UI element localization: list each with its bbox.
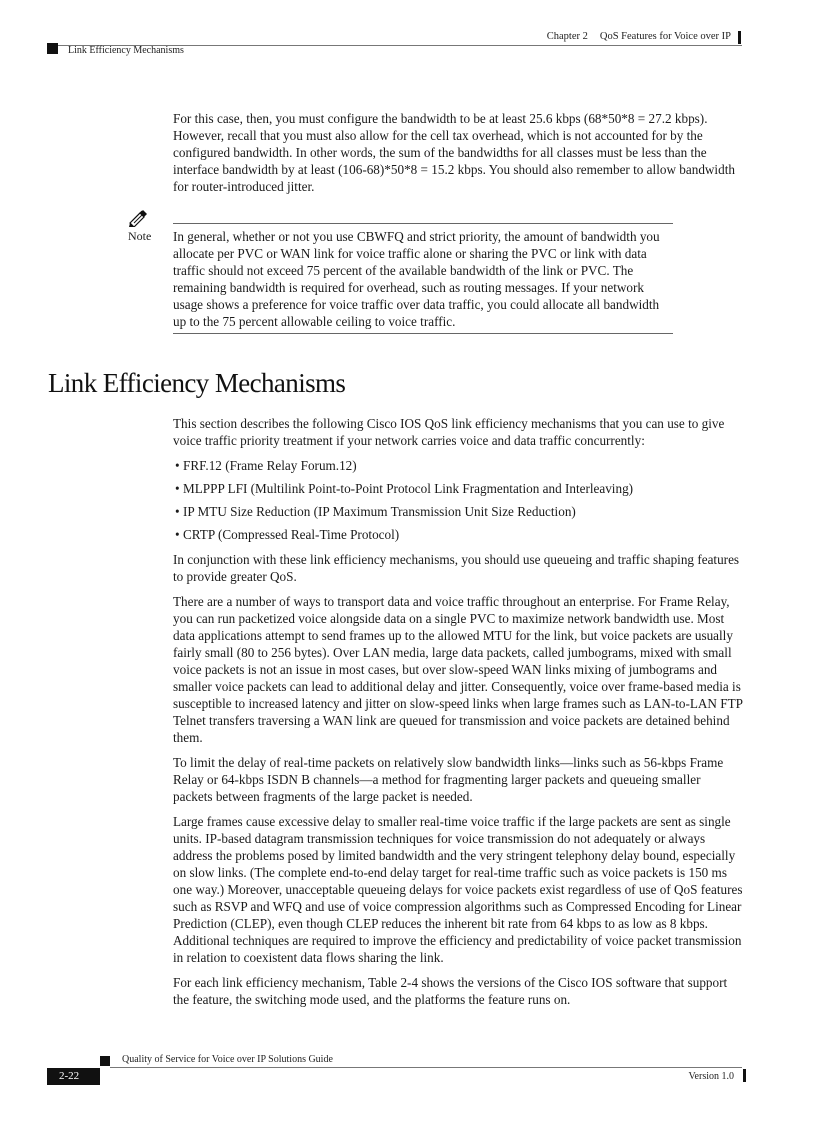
list-item: • FRF.12 (Frame Relay Forum.12) [173,457,743,474]
list-item: • CRTP (Compressed Real-Time Protocol) [173,526,743,543]
intro-paragraph-block [173,110,743,195]
list-item: • IP MTU Size Reduction (IP Maximum Transmission Unit Size Reduction) [173,503,743,520]
section-body [173,415,743,1016]
footer-version: Version 1.0 [688,1071,734,1082]
running-header-chapter [547,31,731,42]
running-header-section: Link Efficiency Mechanisms [68,45,184,56]
footer-rule [110,1067,742,1068]
note-text: In general, whether or not you use CBWFQ and strict priority, the amount of bandwidth you allocate per PVC or WAN link for voice traffic alone or sharing the PVC or link with data traffic should not exceed 75 percent of the available bandwidth of the link or PVC. The remaining bandwidth is required for overhead, such as routing messages. If your network usage shows a preference for voice traffic over data traffic, you could allocate all bandwidth up to the 75 percent allowable ceiling to voice traffic. [173,229,660,329]
footer-bar-decoration [743,1069,746,1082]
list-item: • MLPPP LFI (Multilink Point-to-Point Protocol Link Fragmentation and Interleaving) [173,480,743,497]
section-title: Link Efficiency Mechanisms [48,368,346,398]
header-bar-decoration [738,31,741,44]
body-paragraph: For each link efficiency mechanism, Table 2-4 shows the versions of the Cisco IOS software that support the feature, the switching mode used, and the platforms the feature runs on. [173,975,728,1007]
section-lead: This section describes the following Cisco IOS QoS link efficiency mechanisms that you can use to give voice traffic priority treatment if your network carries voice and data traffic concurrently: [173,416,725,448]
page-number: 2-22 [47,1068,100,1085]
mechanism-list [173,457,743,543]
body-paragraph: To limit the delay of real-time packets on relatively slow bandwidth links—links such as 56-kbps Frame Relay or 64-kbps ISDN B channels—a method for fragmenting larger packets and queueing smaller packets between fragments of the large packet is needed. [173,755,724,804]
header-block-decoration [47,43,58,54]
chapter-number: Chapter 2 [546,31,588,42]
footer-guide-title: Quality of Service for Voice over IP Solutions Guide [122,1054,333,1065]
body-paragraph: There are a number of ways to transport data and voice traffic throughout an enterprise. For Frame Relay, you can run packetized voice alongside data on a single PVC to maximize network bandwidth use. Most data applications attempt to send frames up to the allowed MTU for the link, but voice packets are usually fairly small (80 to 256 bytes). Over LAN media, large data packets, called jumbograms, mixed with small voice packets is not an issue in most cases, but over slow-speed WAN links mixing of jumbograms and smaller voice packets can lead to additional delay and jitter. Consequently, voice over frame-based media is susceptible to increased latency and jitter on slow-speed links when large frames such as LAN-to-LAN FTP Telnet transfers traversing a WAN link are queued for transmission and voice packets are detained behind them. [173,594,743,745]
body-paragraph: Large frames cause excessive delay to smaller real-time voice traffic if the large packets are sent as single units. IP-based datagram transmission techniques for voice transmission do not adequately or always address the problems posed by limited bandwidth and the very stringent telephony delay bound, especially on slow links. (The complete end-to-end delay target for real-time traffic such as voice packets is 150 ms one way.) Moreover, unacceptable queueing delays for voice packets exist regardless of use of QoS features such as RSVP and WFQ and use of voice compression algorithms such as Compressed Encoding for Linear Prediction (CLEP), even though CLEP reduces the inherent bit rate from 64 kbps to as low as 8 kbps. Additional techniques are required to improve the efficiency and predictability of voice packet transmission in relation to coexistent data flows sharing the link. [173,814,743,965]
body-paragraph: In conjunction with these link efficiency mechanisms, you should use queueing and traffic shaping features to provide greater QoS. [173,552,740,584]
chapter-title: QoS Features for Voice over IP [599,31,731,42]
footer-block-decoration [100,1056,110,1066]
note-top-rule [173,223,673,224]
note-label: Note [128,229,152,243]
pencil-note-icon [128,207,150,227]
note-text-block [173,228,673,330]
intro-paragraph: For this case, then, you must configure the bandwidth to be at least 25.6 kbps (68*50*8 = 27.2 kbps). However, recall that you must also allow for the cell tax overhead, which is not accounted for by the configured bandwidth. In other words, the sum of the bandwidths for all classes must be less than the interface bandwidth by at least (106-68)*50*8 = 15.2 kbps. You should also remember to allow bandwidth for router-introduced jitter. [173,111,735,194]
note-bottom-rule [173,333,673,334]
